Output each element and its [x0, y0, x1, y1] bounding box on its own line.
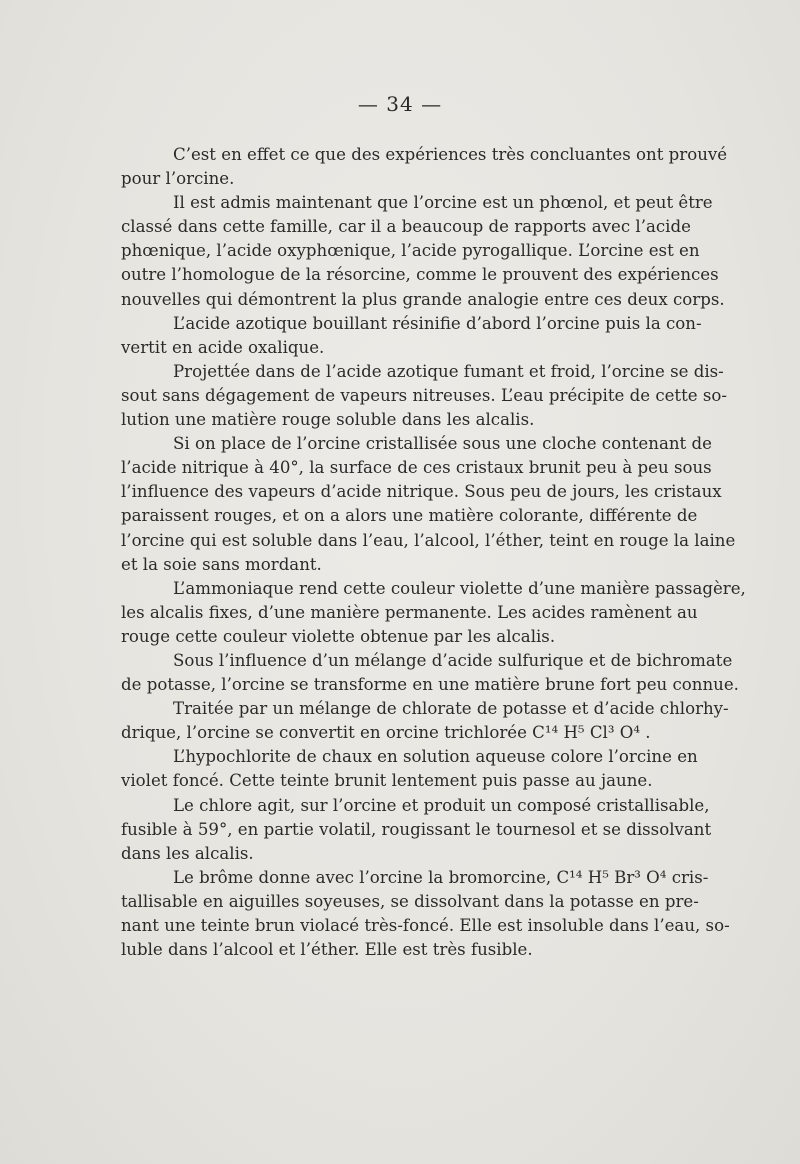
text-line: L’hypochlorite de chaux en solution aqueuse colore l’orcine en	[173, 747, 698, 767]
text-line: violet foncé. Cette teinte brunit lentement puis passe au jaune.	[121, 771, 653, 791]
text-line: paraissent rouges, et on a alors une matière colorante, différente de	[121, 506, 698, 526]
text-line: l’influence des vapeurs d’acide nitrique. Sous peu de jours, les cristaux	[121, 482, 722, 502]
text-line: Projettée dans de l’acide azotique fumant et froid, l’orcine se dis-	[173, 361, 724, 381]
text-line: nouvelles qui démontrent la plus grande analogie entre ces deux corps.	[121, 289, 725, 309]
text-line: Le chlore agit, sur l’orcine et produit un composé cristallisable,	[173, 795, 710, 815]
text-line: classé dans cette famille, car il a beaucoup de rapports avec l’acide	[121, 217, 691, 237]
text-line: luble dans l’alcool et l’éther. Elle est très fusible.	[121, 940, 533, 960]
text-line: Le brôme donne avec l’orcine la bromorcine, C¹⁴ H⁵ Br³ O⁴ cris-	[173, 867, 709, 887]
body-text	[121, 143, 746, 962]
text-line: phœnique, l’acide oxyphœnique, l’acide pyrogallique. L’orcine est en	[121, 241, 700, 261]
text-line: nant une teinte brun violacé très-foncé. Elle est insoluble dans l’eau, so-	[121, 916, 730, 935]
text-line: vertit en acide oxalique.	[121, 337, 325, 357]
text-line: L’ammoniaque rend cette couleur violette d’une manière passagère,	[173, 578, 746, 598]
text-line: Traitée par un mélange de chlorate de potasse et d’acide chlorhy-	[173, 699, 729, 719]
text-line: lution une matière rouge soluble dans les alcalis.	[121, 410, 535, 430]
page-number: — 34 —	[357, 92, 443, 116]
text-line: rouge cette couleur violette obtenue par les alcalis.	[121, 626, 556, 646]
text-line: C’est en effet ce que des expériences très concluantes ont prouvé	[173, 145, 728, 164]
text-line: fusible à 59°, en partie volatil, rougissant le tournesol et se dissolvant	[121, 819, 712, 839]
text-line: Si on place de l’orcine cristallisée sous une cloche contenant de	[173, 434, 712, 454]
text-line: l’acide nitrique à 40°, la surface de ces cristaux brunit peu à peu sous	[121, 458, 712, 478]
text-line: et la soie sans mordant.	[121, 554, 322, 574]
text-line: dans les alcalis.	[121, 843, 254, 863]
text-line: drique, l’orcine se convertit en orcine trichlorée C¹⁴ H⁵ Cl³ O⁴ .	[121, 723, 651, 743]
text-line: pour l’orcine.	[121, 169, 235, 189]
text-line: l’orcine qui est soluble dans l’eau, l’alcool, l’éther, teint en rouge la laine	[121, 530, 736, 550]
text-line: tallisable en aiguilles soyeuses, se dissolvant dans la potasse en pre-	[121, 891, 699, 911]
text-line: sout sans dégagement de vapeurs nitreuses. L’eau précipite de cette so-	[121, 385, 727, 405]
text-line: L’acide azotique bouillant résinifie d’abord l’orcine puis la con-	[173, 313, 702, 333]
text-line: Sous l’influence d’un mélange d’acide sulfurique et de bichromate	[173, 650, 733, 670]
text-line: Il est admis maintenant que l’orcine est un phœnol, et peut être	[173, 193, 713, 213]
text-line: les alcalis fixes, d’une manière permanente. Les acides ramènent au	[121, 602, 698, 622]
text-line: de potasse, l’orcine se transforme en une matière brune fort peu connue.	[121, 675, 739, 695]
text-line: outre l’homologue de la résorcine, comme le prouvent des expériences	[121, 265, 719, 285]
